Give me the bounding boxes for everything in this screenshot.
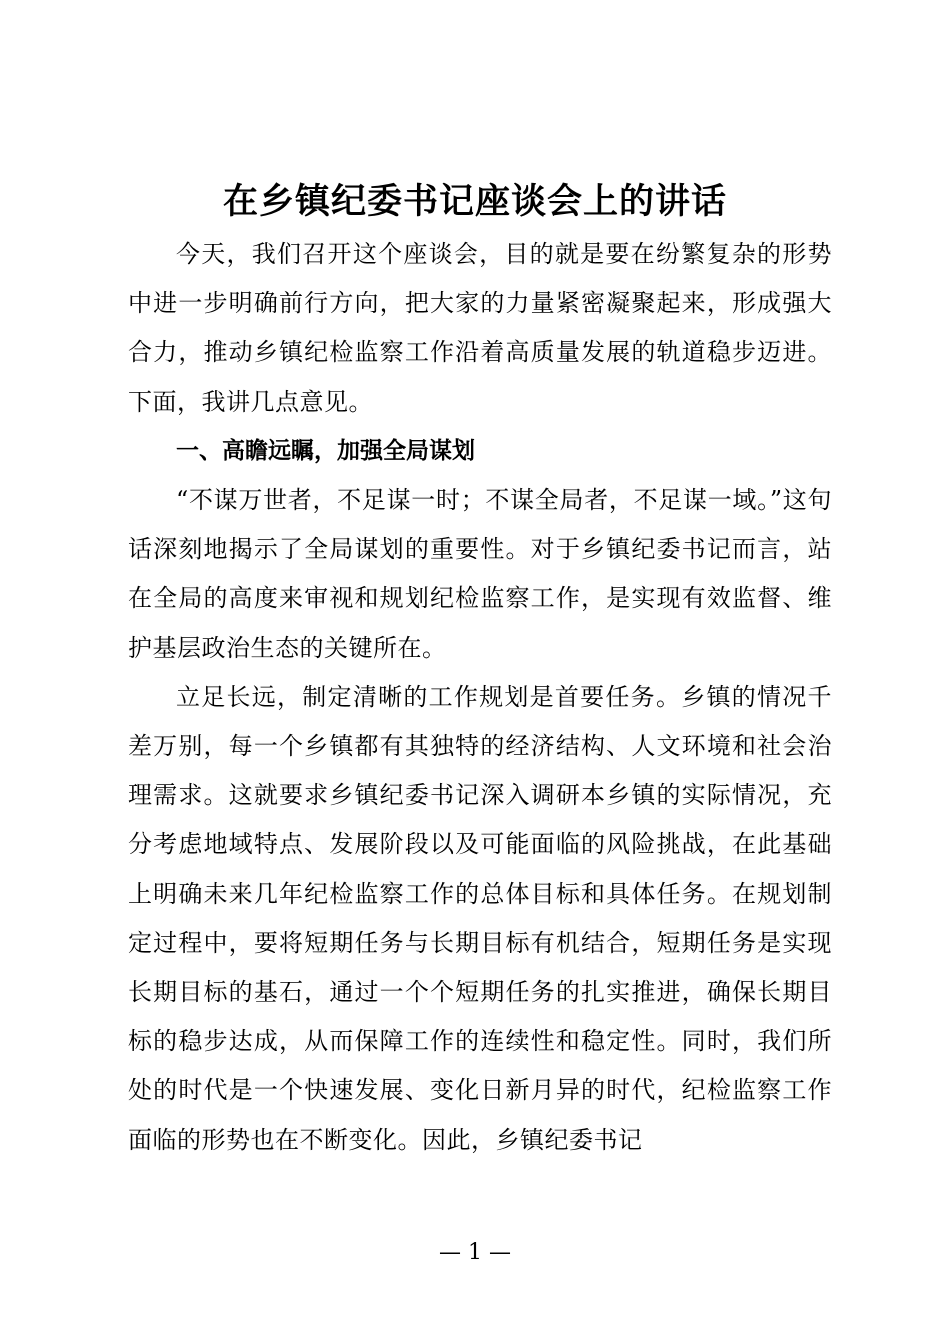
document-body — [128, 230, 832, 1165]
paragraph-planning: 立足长远，制定清晰的工作规划是首要任务。乡镇的情况千差万别，每一个乡镇都有其独特的经济结构、人文环境和社会治理需求。这就要求乡镇纪委书记深入调研本乡镇的实际情况，充分考虑地域特点、发展阶段以及可能面临的风险挑战，在此基础上明确未来几年纪检监察工作的总体目标和具体任务。在规划制定过程中，要将短期任务与长期目标有机结合，短期任务是实现长期目标的基石，通过一个个短期任务的扎实推进，确保长期目标的稳步达成，从而保障工作的连续性和稳定性。同时，我们所处的时代是一个快速发展、变化日新月异的时代，纪检监察工作面临的形势也在不断变化。因此，乡镇纪委书记 — [128, 682, 832, 1154]
paragraph-quote: “不谋万世者，不足谋一时；不谋全局者，不足谋一域。”这句话深刻地揭示了全局谋划的重要性。对于乡镇纪委书记而言，站在全局的高度来审视和规划纪检监察工作，是实现有效监督、维护基层政治生态的关键所在。 — [128, 486, 832, 662]
page-number: — 1 — — [439, 1240, 511, 1265]
section-heading: 一、高瞻远瞩，加强全局谋划 — [176, 437, 475, 464]
document-title: 在乡镇纪委书记座谈会上的讲话 — [222, 181, 727, 222]
paragraph-intro: 今天，我们召开这个座谈会，目的就是要在纷繁复杂的形势中进一步明确前行方向，把大家的力量紧密凝聚起来，形成强大合力，推动乡镇纪检监察工作沿着高质量发展的轨道稳步迈进。下面，我讲几点意见。 — [128, 240, 832, 416]
